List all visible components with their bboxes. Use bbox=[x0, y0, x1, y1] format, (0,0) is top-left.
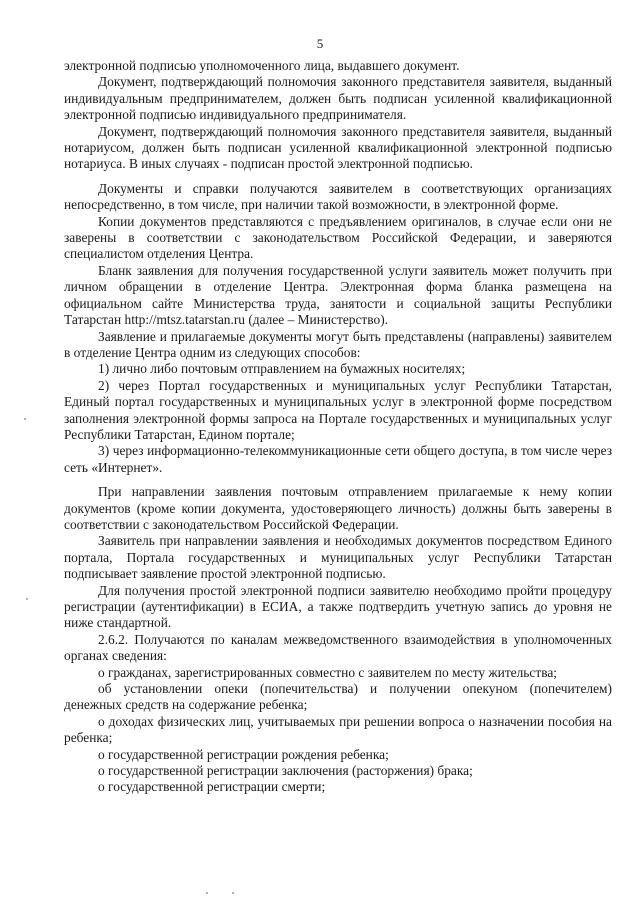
paragraph-documents-received: Документы и справки получаются заявителем в соответствующих организациях непосредственно, в том числе, при наличии такой возможности, в электронной форме. bbox=[64, 180, 612, 213]
paragraph-copies: Копии документов представляются с предъявлением оригиналов, в случае если они не заверены в соответствии с законодательством Российской Федерации, и заверяются специалистом отделения Центра. bbox=[64, 213, 612, 262]
paragraph-continuation: электронной подписью уполномоченного лица, выдавшего документ. bbox=[64, 58, 460, 73]
document-body bbox=[64, 58, 612, 796]
list-item-info-residents: о гражданах, зарегистрированных совместно с заявителем по месту жительства; bbox=[98, 664, 558, 680]
paragraph-postal-submission: При направлении заявления почтовым отправлением прилагаемые к нему копии документов (кроме копии документа, удостоверяющего личность) должны быть заверены в соответствии с законодательством Российской Федерации. bbox=[64, 484, 612, 532]
page-number: 5 bbox=[316, 36, 324, 51]
list-item-method-2: 2) через Портал государственных и муниципальных услуг Республики Татарстан, Единый портал государственных и муниципальных услуг в электронной форме посредством заполнения электронной формы запроса на Портале государственных и муниципальных услуг Республики Татарстан, Едином портале; bbox=[64, 377, 612, 442]
list-item-method-3: 3) через информационно-телекоммуникационные сети общего доступа, в том числе через сеть «Интернет». bbox=[64, 443, 612, 475]
list-item-info-guardianship: об установлении опеки (попечительства) и получении опекуном (попечителем) денежных средств на содержание ребенка; bbox=[64, 681, 612, 713]
scan-speck bbox=[232, 892, 234, 894]
scan-speck bbox=[26, 598, 28, 600]
list-item-info-birth: о государственной регистрации рождения ребенка; bbox=[98, 746, 389, 762]
paragraph-application-form: Бланк заявления для получения государственной услуги заявитель может получить при личном обращении в отделение Центра. Электронная форма бланка размещена на официальном сайте Министерства труда, занятости и социальной защиты Республики Татарстан http://mtsz.tatarstan.ru (далее – Министерство). bbox=[64, 262, 612, 328]
paragraph-entrepreneur-signature: Документ, подтверждающий полномочия законного представителя заявителя, выданный индивидуальным предпринимателем, должен быть подписан усиленной квалификационной электронной подписью индивидуального предпринимателя. bbox=[64, 74, 612, 123]
scan-speck bbox=[24, 418, 26, 420]
paragraph-portal-signature: Заявитель при направлении заявления и необходимых документов посредством Единого портала, Портала государственных и муниципальных услуг Республики Татарстан подписывает заявление простой электронной подписью. bbox=[64, 533, 612, 582]
paragraph-notary-signature: Документ, подтверждающий полномочия законного представителя заявителя, выданный нотариусом, должен быть подписан усиленной квалификационной электронной подписью нотариуса. В иных случаях - подписан простой электронной подписью. bbox=[64, 123, 612, 172]
list-item-info-death: о государственной регистрации смерти; bbox=[98, 779, 326, 795]
list-item-info-income: о доходах физических лиц, учитываемых при решении вопроса о назначении пособия на ребенка; bbox=[64, 713, 612, 746]
list-item-method-1: 1) лично либо почтовым отправлением на бумажных носителях; bbox=[98, 361, 466, 377]
list-item-info-marriage: о государственной регистрации заключения (расторжения) брака; bbox=[98, 763, 473, 779]
paragraph-section-2-6-2: 2.6.2. Получаются по каналам межведомственного взаимодействия в уполномоченных органах сведения: bbox=[64, 631, 612, 664]
scan-speck bbox=[206, 892, 208, 894]
paragraph-submission-methods: Заявление и прилагаемые документы могут быть представлены (направлены) заявителем в отделение Центра одним из следующих способов: bbox=[64, 328, 612, 360]
paragraph-esia-registration: Для получения простой электронной подписи заявителю необходимо пройти процедуру регистрации (аутентификации) в ЕСИА, а также подтвердить учетную запись до уровня не ниже стандартной. bbox=[64, 582, 612, 631]
